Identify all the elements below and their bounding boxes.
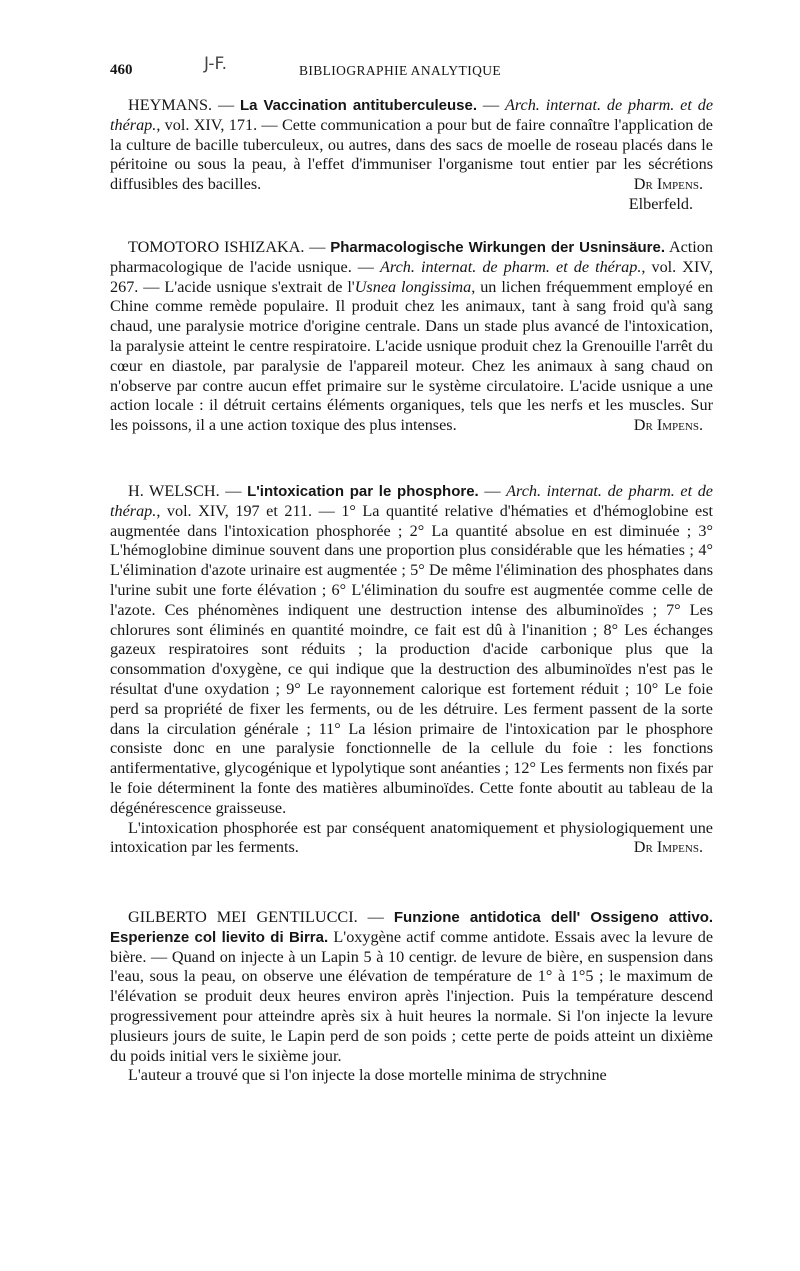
article-source: Arch. internat. de pharm. et de thérap. — [110, 96, 714, 134]
article-reference: , vol. XIV, 267. — — [110, 257, 713, 296]
article-signature: Dr Impens. — [633, 175, 703, 194]
article-welsch — [110, 482, 713, 858]
article-conclusion-text: L'intoxication phosphorée est par conséquent anatomiquement et physiologiquement une intoxication par les ferments. — [110, 818, 713, 857]
article-ishizaka — [110, 238, 713, 436]
page-number: 460 — [110, 62, 133, 78]
article-body: , un lichen fréquemment employé en Chine comme remède populaire. Il produit chez les animaux, tant à sang froid qu'à sang chaud, une paralysie motrice d'origine centrale. Dans un stade plus avancé de l'intoxication, la paralysie atteint le centre respiratoire. L'acide usnique produit chez la Grenouille l'arrêt du cœur en diastole, par paralysie de l'appareil moteur. Chez les animaux à sang chaud on n'observe par contre aucun effet primaire sur le système circulatoire. L'acide usnique a une action locale : il détruit certains éléments organiques, tels que les nerfs et les muscles. Sur les poissons, il a une action toxique des plus intenses. — [110, 277, 714, 435]
article-conclusion — [110, 819, 713, 859]
article-reference: , vol. XIV, 171. — — [156, 115, 282, 134]
article-signature: Dr Impens. — [633, 416, 703, 435]
handwritten-annotation: J-F. — [204, 54, 227, 74]
article-reference: , vol. XIV, 197 et 211. — — [156, 501, 342, 520]
species-name: Usnea longissima — [354, 277, 472, 296]
article-subtitle: Action pharmacologique de l'acide usnique. — [110, 238, 713, 276]
article-paragraph: GILBERTO MEI GENTILUCCI. — Funzione antidotica dell' Ossigeno attivo. Esperienze col lievito di Birra. L'oxygène actif comme antidote. Essais avec la levure de bière. — Quand on injecte à un Lapin 5 à 10 centigr. de levure de bière, en suspension dans l'eau, sous la peau, on observe une élévation de température de 1° à 1°5 ; le maximum de l'élévation se produit deux heures environ après l'injection. Puis la température descend progressivement pour atteindre après six à huit heures la normale. Si l'on injecte la levure plusieurs jours de suite, le Lapin perd de son poids ; cette perte de poids atteint un dixième du poids initial vers le sixième jour. — [110, 908, 714, 1065]
article-title: L'intoxication par le phosphore. — [247, 483, 479, 500]
article-author: TOMOTORO ISHIZAKA. — [128, 238, 305, 256]
article-source: Arch. internat. de pharm. et de thérap. — [380, 257, 642, 276]
article-author: H. WELSCH. — [128, 482, 220, 500]
article-body: L'acide usnique s'extrait de l' — [164, 277, 355, 296]
article-paragraph: H. WELSCH. — L'intoxication par le phosphore. — Arch. internat. de pharm. et de thérap., vol. XIV, 197 et 211. — 1° La quantité relative d'hématies et d'hémoglobine est augmentée dans l'intoxication phosphorée ; 2° La quantité absolue en est diminuée ; 3° L'hémoglobine diminue souvent dans une proportion plus considérable que les hématies ; 4° L'élimination d'azote urinaire est augmentée ; 5° De même l'élimination des phosphates dans l'urine subit une forte élévation ; 6° L'élimination du soufre est augmentée comme celle de l'azote. Ces phénomènes indiquent une destruction intense des albuminoïdes ; 7° Les chlorures sont éliminés en quantité moindre, ce fait est dû à l'inanition ; 8° Les échanges gazeux respiratoires sont réduits ; la production d'acide carbonique plus que la consommation d'oxygène, ce qui indique que la destruction des albuminoïdes n'est pas le résultat d'une oxydation ; 9° Le rayonnement calorique est fortement réduit ; 10° Le foie perd sa propriété de fixer les ferments, ou de les détruire. Les ferment passent de la sorte dans la circulation générale ; 11° La lésion primaire de l'intoxication par le phosphore consiste donc en une paralysie fonctionnelle de la cellule du foie : les fonctions antifermentative, glycogénique et lypolytique sont anéanties ; 12° Les ferments non fixés par le foie déterminent la fonte des matières albuminoïdes. Cette fonte aboutit au tableau de la dégénérescence graisseuse. — [110, 482, 713, 817]
article-body: L'auteur a trouvé que si l'on injecte la dose mortelle minima de strychnine — [128, 1066, 607, 1085]
article-body: 1° La quantité relative d'hématies et d'hémoglobine est augmentée dans l'intoxication phosphorée ; 2° La quantité absolue en est diminuée ; 3° L'hémoglobine diminue souvent dans une proportion plus considérable que les hématies ; 4° L'élimination d'azote urinaire est augmentée ; 5° De même l'élimination des phosphates dans l'urine subit une forte élévation ; 6° L'élimination du soufre est augmentée comme celle de l'azote. Ces phénomènes indiquent une destruction intense des albuminoïdes ; 7° Les chlorures sont éliminés en quantité moindre, ce fait est dû à l'inanition ; 8° Les échanges gazeux respiratoires sont réduits ; la production d'acide carbonique plus que la consommation d'oxygène, ce qui indique que la destruction des albuminoïdes n'est pas le résultat d'une oxydation ; 9° Le rayonnement calorique est fortement réduit ; 10° Le foie perd sa propriété de fixer les ferments, ou de les détruire. Les ferment passent de la sorte dans la circulation générale ; 11° La lésion primaire de l'intoxication par le phosphore consiste donc en une paralysie fonctionnelle de la cellule du foie : les fonctions antifermentative, glycogénique et lypolytique sont anéanties ; 12° Les ferments non fixés par le foie déterminent la fonte des matières albuminoïdes. Cette fonte aboutit au tableau de la dégénérescence graisseuse. — [110, 501, 713, 817]
article-paragraph: HEYMANS. — La Vaccination antituberculeuse. — Arch. internat. de pharm. et de thérap., vol. XIV, 171. — Cette communication a pour but de faire connaître l'application de la culture de bacille tuberculeux, ou autres, dans des sacs de moelle de roseau placés dans le péritoine ou sous la peau, à l'effet d'immuniser l'organisme tout entier par les sécrétions diffusibles des bacilles. Dr Impens. — [110, 96, 714, 194]
article-signature: Dr Impens. — [633, 838, 703, 857]
article-body: Cette communication a pour but de faire connaître l'application de la culture de bacille tuberculeux, ou autres, dans des sacs de moelle de roseau placés dans le péritoine ou sous la peau, à l'effet d'immuniser l'organisme tout entier par les sécrétions diffusibles des bacilles. — [110, 115, 713, 194]
article-title: La Vaccination antituberculeuse. — [240, 97, 478, 114]
article-heymans — [110, 96, 713, 215]
article-paragraph-continued — [110, 1066, 713, 1086]
article-source: Arch. internat. de pharm. et de thérap. — [110, 482, 713, 520]
article-author: HEYMANS. — [128, 96, 213, 114]
running-title: BIBLIOGRAPHIE ANALYTIQUE — [298, 63, 502, 78]
article-city: Elberfeld. — [628, 194, 693, 213]
page-header — [0, 54, 800, 84]
article-title: Funzione antidotica dell' Ossigeno attivo. Esperienze col lievito di Birra. — [110, 909, 714, 946]
article-title: Pharmacologische Wirkungen der Usninsäure. — [330, 239, 666, 256]
article-paragraph: TOMOTORO ISHIZAKA. — Pharmacologische Wirkungen der Usninsäure. Action pharmacologique de l'acide usnique. — Arch. internat. de pharm. et de thérap., vol. XIV, 267. — L'acide usnique s'extrait de l'Usnea longissima, un lichen fréquemment employé en Chine comme remède populaire. Il produit chez les animaux, tant à sang froid qu'à sang chaud, une paralysie motrice d'origine centrale. Dans un stade plus avancé de l'intoxication, la paralysie atteint le centre respiratoire. L'acide usnique produit chez la Grenouille l'arrêt du cœur en diastole, par paralysie de l'appareil moteur. Chez les animaux à sang chaud on n'observe par contre aucun effet primaire sur le système circulatoire. L'acide usnique a une action locale : il détruit certains éléments organiques, tels que les nerfs et les muscles. Sur les poissons, il a une action toxique des plus intenses. Dr Impens. — [110, 238, 714, 435]
article-gentilucci — [110, 908, 713, 1086]
article-body: L'oxygène actif comme antidote. Essais avec la levure de bière. — Quand on injecte à un Lapin 5 à 10 centigr. de levure de bière, en suspension dans l'eau, sous la peau, on observe une élévation de température de 1° à 1°5 ; le maximum de l'élévation se produit deux heures environ après l'injection. Puis la température descend progressivement pour atteindre après six à huit heures la normale. Si l'on injecte la levure plusieurs jours de suite, le Lapin perd de son poids ; cette perte de poids atteint un dixième du poids initial vers le sixième jour. — [110, 927, 714, 1065]
article-author: GILBERTO MEI GENTILUCCI. — [128, 908, 358, 926]
